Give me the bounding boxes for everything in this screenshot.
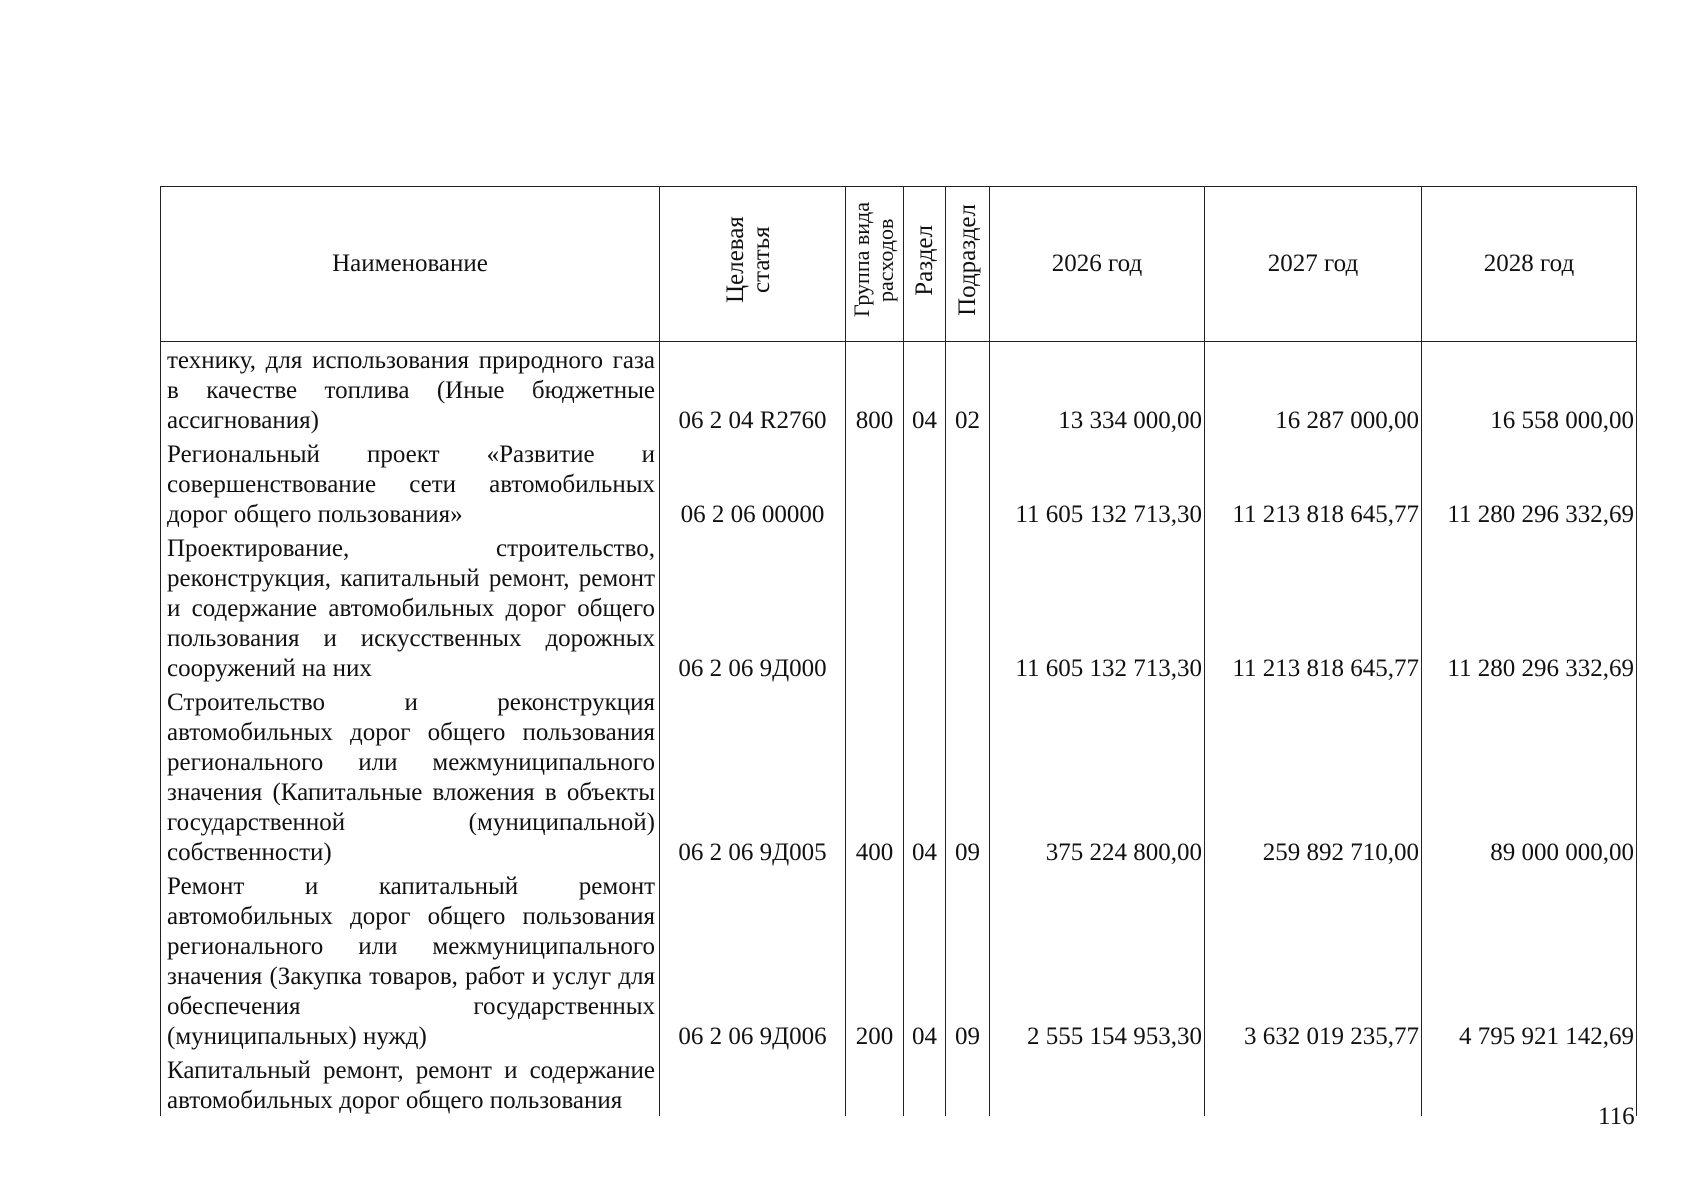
row-2028: 4 795 921 142,69: [1422, 868, 1637, 1052]
row-section: [904, 1052, 946, 1116]
row-2027: 16 287 000,00: [1205, 342, 1422, 437]
row-2026: 11 605 132 713,30: [990, 436, 1205, 530]
page-number: 116: [1598, 1103, 1635, 1130]
row-article: 06 2 06 9Д006: [660, 868, 846, 1052]
header-subsection: Подраздел: [946, 187, 990, 342]
row-2026: 11 605 132 713,30: [990, 530, 1205, 684]
table-row: [161, 684, 1637, 868]
row-2027: 3 632 019 235,77: [1205, 868, 1422, 1052]
row-section: 04: [904, 868, 946, 1052]
row-subsection: 09: [946, 684, 990, 868]
row-group: 400: [846, 684, 904, 868]
row-name: Строительство и реконструкция автомобильных дорог общего пользования регионального или межмуниципального значения (Капитальные вложения в объекты государственной (муниципальной) собственности): [161, 684, 660, 868]
row-group: 800: [846, 342, 904, 437]
header-2026: 2026 год: [990, 187, 1205, 342]
header-2028: 2028 год: [1422, 187, 1637, 342]
header-2027: 2027 год: [1205, 187, 1422, 342]
table-row: [161, 868, 1637, 1052]
row-group: 200: [846, 868, 904, 1052]
row-2026: 13 334 000,00: [990, 342, 1205, 437]
table-row: [161, 342, 1637, 437]
row-subsection: 09: [946, 868, 990, 1052]
row-article: 06 2 06 9Д000: [660, 530, 846, 684]
row-2028: 16 558 000,00: [1422, 342, 1637, 437]
row-name: Капитальный ремонт, ремонт и содержание автомобильных дорог общего пользования: [161, 1052, 660, 1116]
row-section: 04: [904, 342, 946, 437]
row-article: [660, 1052, 846, 1116]
row-article: 06 2 06 00000: [660, 436, 846, 530]
header-article: Целевая статья: [660, 187, 846, 342]
row-section: [904, 436, 946, 530]
table-row: [161, 436, 1637, 530]
row-2026: 2 555 154 953,30: [990, 868, 1205, 1052]
row-article: 06 2 04 R2760: [660, 342, 846, 437]
row-2028: 11 280 296 332,69: [1422, 436, 1637, 530]
row-section: 04: [904, 684, 946, 868]
row-2026: 375 224 800,00: [990, 684, 1205, 868]
row-group: [846, 436, 904, 530]
row-2027: 11 213 818 645,77: [1205, 436, 1422, 530]
header-name: Наименование: [161, 187, 660, 342]
header-expense-group: Группа вида расходов: [846, 187, 904, 342]
row-article: 06 2 06 9Д005: [660, 684, 846, 868]
row-name: Проектирование, строительство, реконструкция, капитальный ремонт, ремонт и содержание автомобильных дорог общего пользования и искусственных дорожных сооружений на них: [161, 530, 660, 684]
row-2026: [990, 1052, 1205, 1116]
table-row: [161, 1052, 1637, 1116]
row-2027: 259 892 710,00: [1205, 684, 1422, 868]
row-name: технику, для использования природного газа в качестве топлива (Иные бюджетные ассигнования): [161, 342, 660, 437]
row-subsection: [946, 1052, 990, 1116]
table-body: [161, 342, 1637, 1117]
row-2028: 11 280 296 332,69: [1422, 530, 1637, 684]
row-section: [904, 530, 946, 684]
table-header: [161, 187, 1637, 342]
row-subsection: 02: [946, 342, 990, 437]
row-2027: 11 213 818 645,77: [1205, 530, 1422, 684]
row-name: Региональный проект «Развитие и совершенствование сети автомобильных дорог общего пользования»: [161, 436, 660, 530]
row-name: Ремонт и капитальный ремонт автомобильных дорог общего пользования регионального или межмуниципального значения (Закупка товаров, работ и услуг для обеспечения государственных (муниципальных) нужд): [161, 868, 660, 1052]
header-section: Раздел: [904, 187, 946, 342]
row-2028: 89 000 000,00: [1422, 684, 1637, 868]
row-subsection: [946, 436, 990, 530]
budget-table: [160, 186, 1637, 1116]
row-2027: [1205, 1052, 1422, 1116]
row-group: [846, 530, 904, 684]
row-subsection: [946, 530, 990, 684]
table-row: [161, 530, 1637, 684]
row-group: [846, 1052, 904, 1116]
